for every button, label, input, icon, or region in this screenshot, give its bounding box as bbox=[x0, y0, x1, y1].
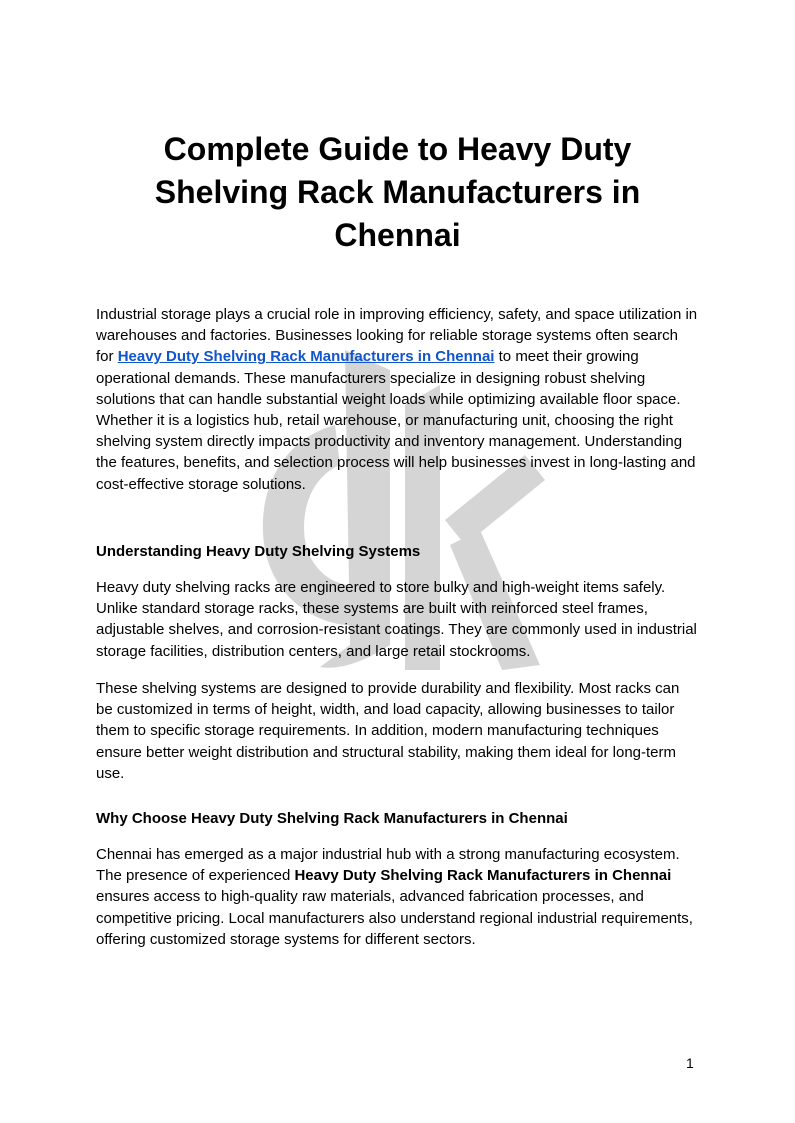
section-heading-understanding: Understanding Heavy Duty Shelving Systems bbox=[96, 543, 421, 560]
intro-text-end: to meet their growing operational demands. These manufacturers specialize in designing robust shelving solutions that can handle substantial weight loads while optimizing available floor space. Whether it is a logistics hub, retail warehouse, or manufacturing unit, choosing the right shelving system directly impacts productivity and inventory management. Understanding the features, benefits, and selection process will help businesses invest in long-lasting and cost-effective storage solutions. bbox=[96, 348, 696, 493]
section2-text-start: Chennai has emerged as a major industrial hub with a strong manufacturing ecosystem. The presence of experienced bbox=[96, 846, 680, 885]
manufacturers-link[interactable]: Heavy Duty Shelving Rack Manufacturers in Chennai bbox=[117, 348, 495, 366]
section1-paragraph-1: Heavy duty shelving racks are engineered to store bulky and high-weight items safely. Unlike standard storage racks, these systems are built with reinforced steel frames, adjustable shelves, and corrosion-resistant coatings. They are commonly used in industrial storage facilities, distribution centers, and large retail stockrooms. bbox=[96, 579, 697, 660]
intro-paragraph bbox=[96, 304, 699, 495]
section-heading-why-choose: Why Choose Heavy Duty Shelving Rack Manufacturers in Chennai bbox=[96, 810, 568, 827]
intro-text-start: Industrial storage plays a crucial role in improving efficiency, safety, and space utilization in warehouses and factories. Businesses looking for reliable storage systems often search for bbox=[96, 306, 698, 366]
section2-paragraph bbox=[96, 844, 699, 950]
page-title: Complete Guide to Heavy Duty Shelving Rack Manufacturers in Chennai bbox=[154, 131, 641, 253]
page-number: 1 bbox=[686, 1055, 694, 1071]
section2-bold-keyword: Heavy Duty Shelving Rack Manufacturers in Chennai bbox=[294, 867, 672, 885]
section2-text-end: ensures access to high-quality raw materials, advanced fabrication processes, and competitive pricing. Local manufacturers also understand regional industrial requirements, offering customized storage systems for different sectors. bbox=[96, 888, 693, 948]
section1-paragraph-2: These shelving systems are designed to provide durability and flexibility. Most racks can be customized in terms of height, width, and load capacity, allowing businesses to tailor them to specific storage requirements. In addition, modern manufacturing techniques ensure better weight distribution and structural stability, making them ideal for long-term use. bbox=[96, 680, 680, 782]
